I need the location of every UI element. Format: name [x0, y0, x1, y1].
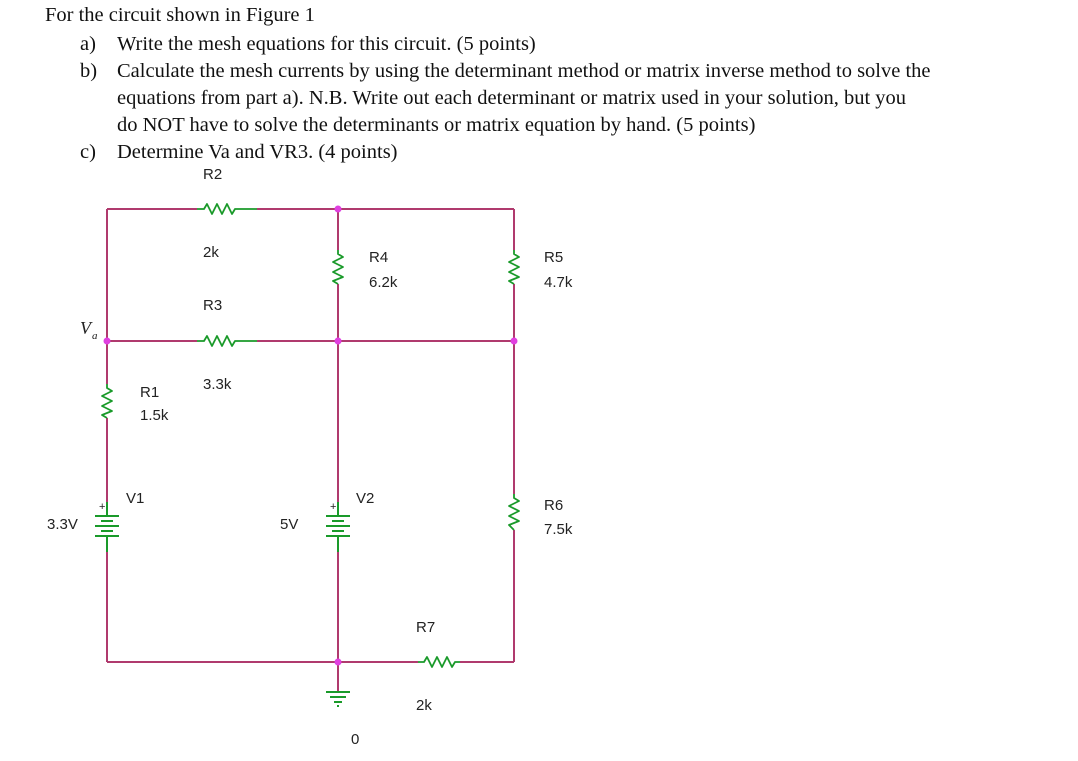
- resistor-r1: [102, 384, 112, 418]
- part-b-letter: b): [80, 60, 98, 82]
- r7-ref-label: R7: [416, 619, 436, 636]
- resistor-r6: [509, 494, 519, 530]
- resistor-r5: [509, 250, 519, 284]
- va-label-main: V: [80, 318, 91, 338]
- v2-ref-label: V2: [356, 490, 375, 507]
- resistor-r4: [333, 250, 343, 284]
- v1-ref-label: V1: [126, 490, 145, 507]
- r4-value-label: 6.2k: [369, 274, 398, 291]
- va-node-label: [80, 318, 98, 342]
- part-b-text-line-1: Calculate the mesh currents by using the determinant method or matrix inverse method to solve the: [117, 60, 931, 82]
- part-a-letter: a): [80, 33, 96, 55]
- v1-value-label: 3.3V: [47, 516, 78, 533]
- ground-symbol: [326, 692, 350, 706]
- r3-ref-label: R3: [203, 297, 223, 314]
- r2-value-label: 2k: [203, 244, 219, 261]
- resistor-r2: [197, 204, 257, 214]
- r4-ref-label: R4: [369, 249, 389, 266]
- battery-v1: [95, 501, 119, 552]
- node-va: [104, 338, 111, 345]
- circuit-wires: [107, 209, 514, 692]
- svg-text:+: +: [330, 501, 337, 513]
- r5-value-label: 4.7k: [544, 274, 573, 291]
- r2-ref-label: R2: [203, 166, 223, 183]
- ground-label: 0: [351, 731, 360, 748]
- part-a-text: Write the mesh equations for this circuit. (5 points): [117, 33, 536, 55]
- part-c-text: Determine Va and VR3. (4 points): [117, 141, 398, 163]
- va-label-sub: a: [92, 330, 98, 342]
- svg-text:+: +: [99, 501, 106, 513]
- r1-ref-label: R1: [140, 384, 160, 401]
- r7-value-label: 2k: [416, 697, 432, 714]
- r1-value-label: 1.5k: [140, 407, 169, 424]
- r6-ref-label: R6: [544, 497, 564, 514]
- resistor-r7: [418, 657, 460, 667]
- r5-ref-label: R5: [544, 249, 564, 266]
- question-intro: For the circuit shown in Figure 1: [45, 4, 315, 26]
- r3-value-label: 3.3k: [203, 376, 232, 393]
- part-b-text-line-3: do NOT have to solve the determinants or matrix equation by hand. (5 points): [117, 114, 756, 136]
- node-bottom-center: [335, 659, 342, 666]
- resistor-r3: [197, 336, 257, 346]
- v2-value-label: 5V: [280, 516, 299, 533]
- part-b-text-line-2: equations from part a). N.B. Write out each determinant or matrix used in your solution, but you: [117, 87, 907, 109]
- r6-value-label: 7.5k: [544, 521, 573, 538]
- node-top-center: [335, 206, 342, 213]
- node-middle-center: [335, 338, 342, 345]
- part-c-letter: c): [80, 141, 96, 163]
- battery-v2: [326, 501, 350, 552]
- node-middle-right: [511, 338, 518, 345]
